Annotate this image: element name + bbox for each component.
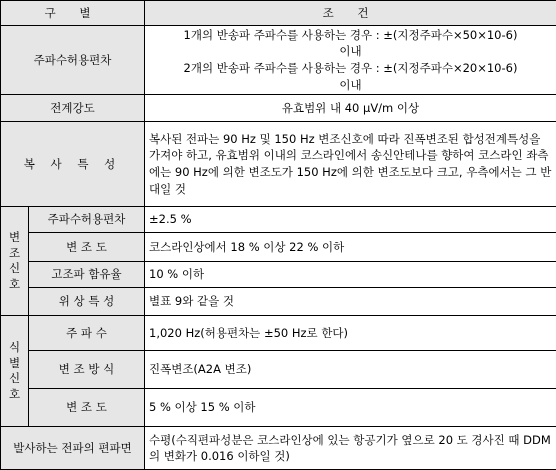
table-row xyxy=(1,233,556,261)
ident-frequency-value: 1,020 Hz(허용편차는 ±50 Hz로 한다) xyxy=(145,316,556,350)
ident-group-char: 별 xyxy=(8,355,21,370)
mod-depth-value: 코스라인상에서 18 % 이상 22 % 이하 xyxy=(145,233,556,261)
modulation-group-char: 신 xyxy=(8,261,21,276)
ident-group-char: 신 xyxy=(8,371,21,386)
ident-group-char: 호 xyxy=(8,386,21,401)
table-row xyxy=(1,287,556,315)
modulation-group-char: 조 xyxy=(8,245,21,260)
table-row xyxy=(1,427,556,470)
mod-depth-label: 변 조 도 xyxy=(29,233,145,261)
table-row xyxy=(1,261,556,287)
harmonic-content-label: 고조파 함유율 xyxy=(29,261,145,287)
header-conditions-text: 조 건 xyxy=(322,5,379,20)
table-row xyxy=(1,122,556,207)
radiation-label-text: 복 사 특 성 xyxy=(23,156,122,171)
phase-label: 위 상 특 성 xyxy=(29,287,145,315)
header-category-text: 구 별 xyxy=(44,5,101,20)
ident-mod-method-value: 진폭변조(A2A 변조) xyxy=(145,350,556,388)
polarization-label: 발사하는 전파의 편파면 xyxy=(1,427,145,470)
table-row xyxy=(1,94,556,121)
table-header-row xyxy=(1,1,556,26)
freq-tolerance-line2b: 이내 xyxy=(339,77,362,92)
ident-mod-depth-label: 변 조 도 xyxy=(29,389,145,427)
mod-freq-tolerance-value: ±2.5 % xyxy=(145,206,556,232)
field-strength-label: 전계강도 xyxy=(1,94,145,121)
freq-tolerance-line2: 2개의 반송파 주파수를 사용하는 경우 : ±(지정주파수×20×10-6) xyxy=(183,61,518,75)
freq-tolerance-label: 주파수허용편차 xyxy=(1,26,145,94)
modulation-signal-group xyxy=(1,206,29,315)
table-row xyxy=(1,26,556,94)
header-category xyxy=(1,1,145,26)
ident-frequency-label: 주 파 수 xyxy=(29,316,145,350)
freq-tolerance-line1: 1개의 반송파 주파수를 사용하는 경우 : ±(지정주파수×50×10-6) xyxy=(183,27,518,42)
radiation-label xyxy=(1,122,145,207)
modulation-group-char: 변 xyxy=(8,230,21,245)
modulation-group-char: 호 xyxy=(8,276,21,291)
table-row xyxy=(1,389,556,427)
radiation-value: 복사된 전파는 90 Hz 및 150 Hz 변조신호에 따라 진폭변조된 합성전계특성을 가져야 하고, 유효범위 이내의 코스라인에서 송신안테나를 향하여 코스라인 좌측에는 90 Hz에 의한 변조도가 150 Hz에 의한 변조도보다 크고, 우측에서는 그 반대일 것 xyxy=(145,122,556,207)
ident-mod-depth-value: 5 % 이상 15 % 이하 xyxy=(145,389,556,427)
mod-freq-tolerance-label: 주파수허용편차 xyxy=(29,206,145,232)
ident-group-char: 식 xyxy=(8,340,21,355)
field-strength-value: 유효범위 내 40 μV/m 이상 xyxy=(145,94,556,121)
table-row xyxy=(1,316,556,350)
polarization-value: 수평(수직편파성분은 코스라인상에 있는 항공기가 옆으로 20 도 경사진 때 DDM의 변화가 0.016 이하일 것) xyxy=(145,427,556,470)
table-row xyxy=(1,350,556,388)
table-row xyxy=(1,206,556,232)
ident-signal-group xyxy=(1,316,29,427)
header-conditions xyxy=(145,1,556,26)
phase-value: 별표 9와 같을 것 xyxy=(145,287,556,315)
freq-tolerance-value xyxy=(145,26,556,94)
freq-tolerance-line1b: 이내 xyxy=(339,44,362,59)
harmonic-content-value: 10 % 이하 xyxy=(145,261,556,287)
ident-mod-method-label: 변 조 방 식 xyxy=(29,350,145,388)
